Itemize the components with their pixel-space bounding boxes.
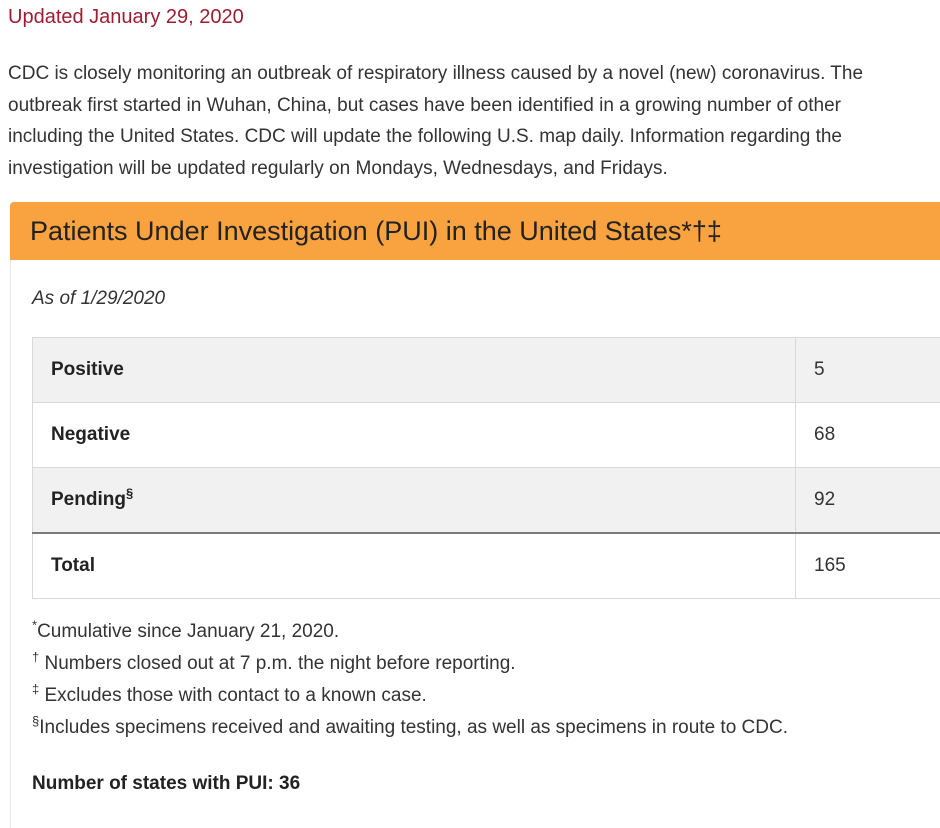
intro-line: including the United States. CDC will update the following U.S. map daily. Information regarding the: [8, 126, 842, 147]
row-label: Negative: [33, 403, 796, 468]
panel-title-bar: [10, 202, 940, 260]
row-value: 5: [796, 338, 940, 403]
as-of-date: As of 1/29/2020: [32, 288, 166, 309]
table-row: [33, 403, 940, 468]
table-row: [33, 338, 940, 403]
footnote-marker: §: [32, 713, 40, 729]
row-value: 92: [796, 468, 940, 534]
intro-line: outbreak first started in Wuhan, China, but cases have been identified in a growing number of other: [8, 94, 841, 116]
panel-body: [10, 260, 940, 828]
row-value: 165: [796, 533, 940, 599]
states-with-pui: Number of states with PUI: 36: [32, 773, 301, 794]
footnote-marker: †: [32, 649, 40, 665]
row-label: Positive: [33, 338, 796, 403]
intro-line: CDC is closely monitoring an outbreak of respiratory illness caused by a novel (new) coronavirus. The: [8, 63, 864, 84]
footnote-text: Includes specimens received and awaiting testing, as well as specimens in route to CDC.: [39, 717, 788, 738]
footnote: [32, 680, 940, 712]
panel-title: Patients Under Investigation (PUI) in the United States*†‡: [30, 215, 722, 246]
table-row: [33, 468, 940, 534]
footnote-text: Cumulative since January 21, 2020.: [37, 621, 340, 642]
intro-paragraph: [8, 58, 940, 184]
footnote: [32, 616, 940, 648]
footnotes: [32, 616, 940, 744]
table-row-total: [33, 533, 940, 599]
footnote-marker: *: [32, 617, 38, 633]
row-label-superscript: §: [125, 485, 134, 501]
footnote: [32, 648, 940, 680]
row-label: Pending§: [33, 468, 796, 534]
row-label: Total: [33, 533, 796, 599]
footnote: [32, 712, 940, 744]
intro-line: investigation will be updated regularly on Mondays, Wednesdays, and Fridays.: [8, 157, 668, 179]
footnote-text: Numbers closed out at 7 p.m. the night before reporting.: [39, 653, 516, 674]
row-value: 68: [796, 403, 940, 468]
footnote-text: Excludes those with contact to a known case.: [39, 685, 427, 706]
pui-panel: [10, 202, 940, 828]
updated-date: Updated January 29, 2020: [8, 6, 244, 28]
pui-table: [32, 337, 940, 599]
footnote-marker: ‡: [32, 681, 40, 697]
